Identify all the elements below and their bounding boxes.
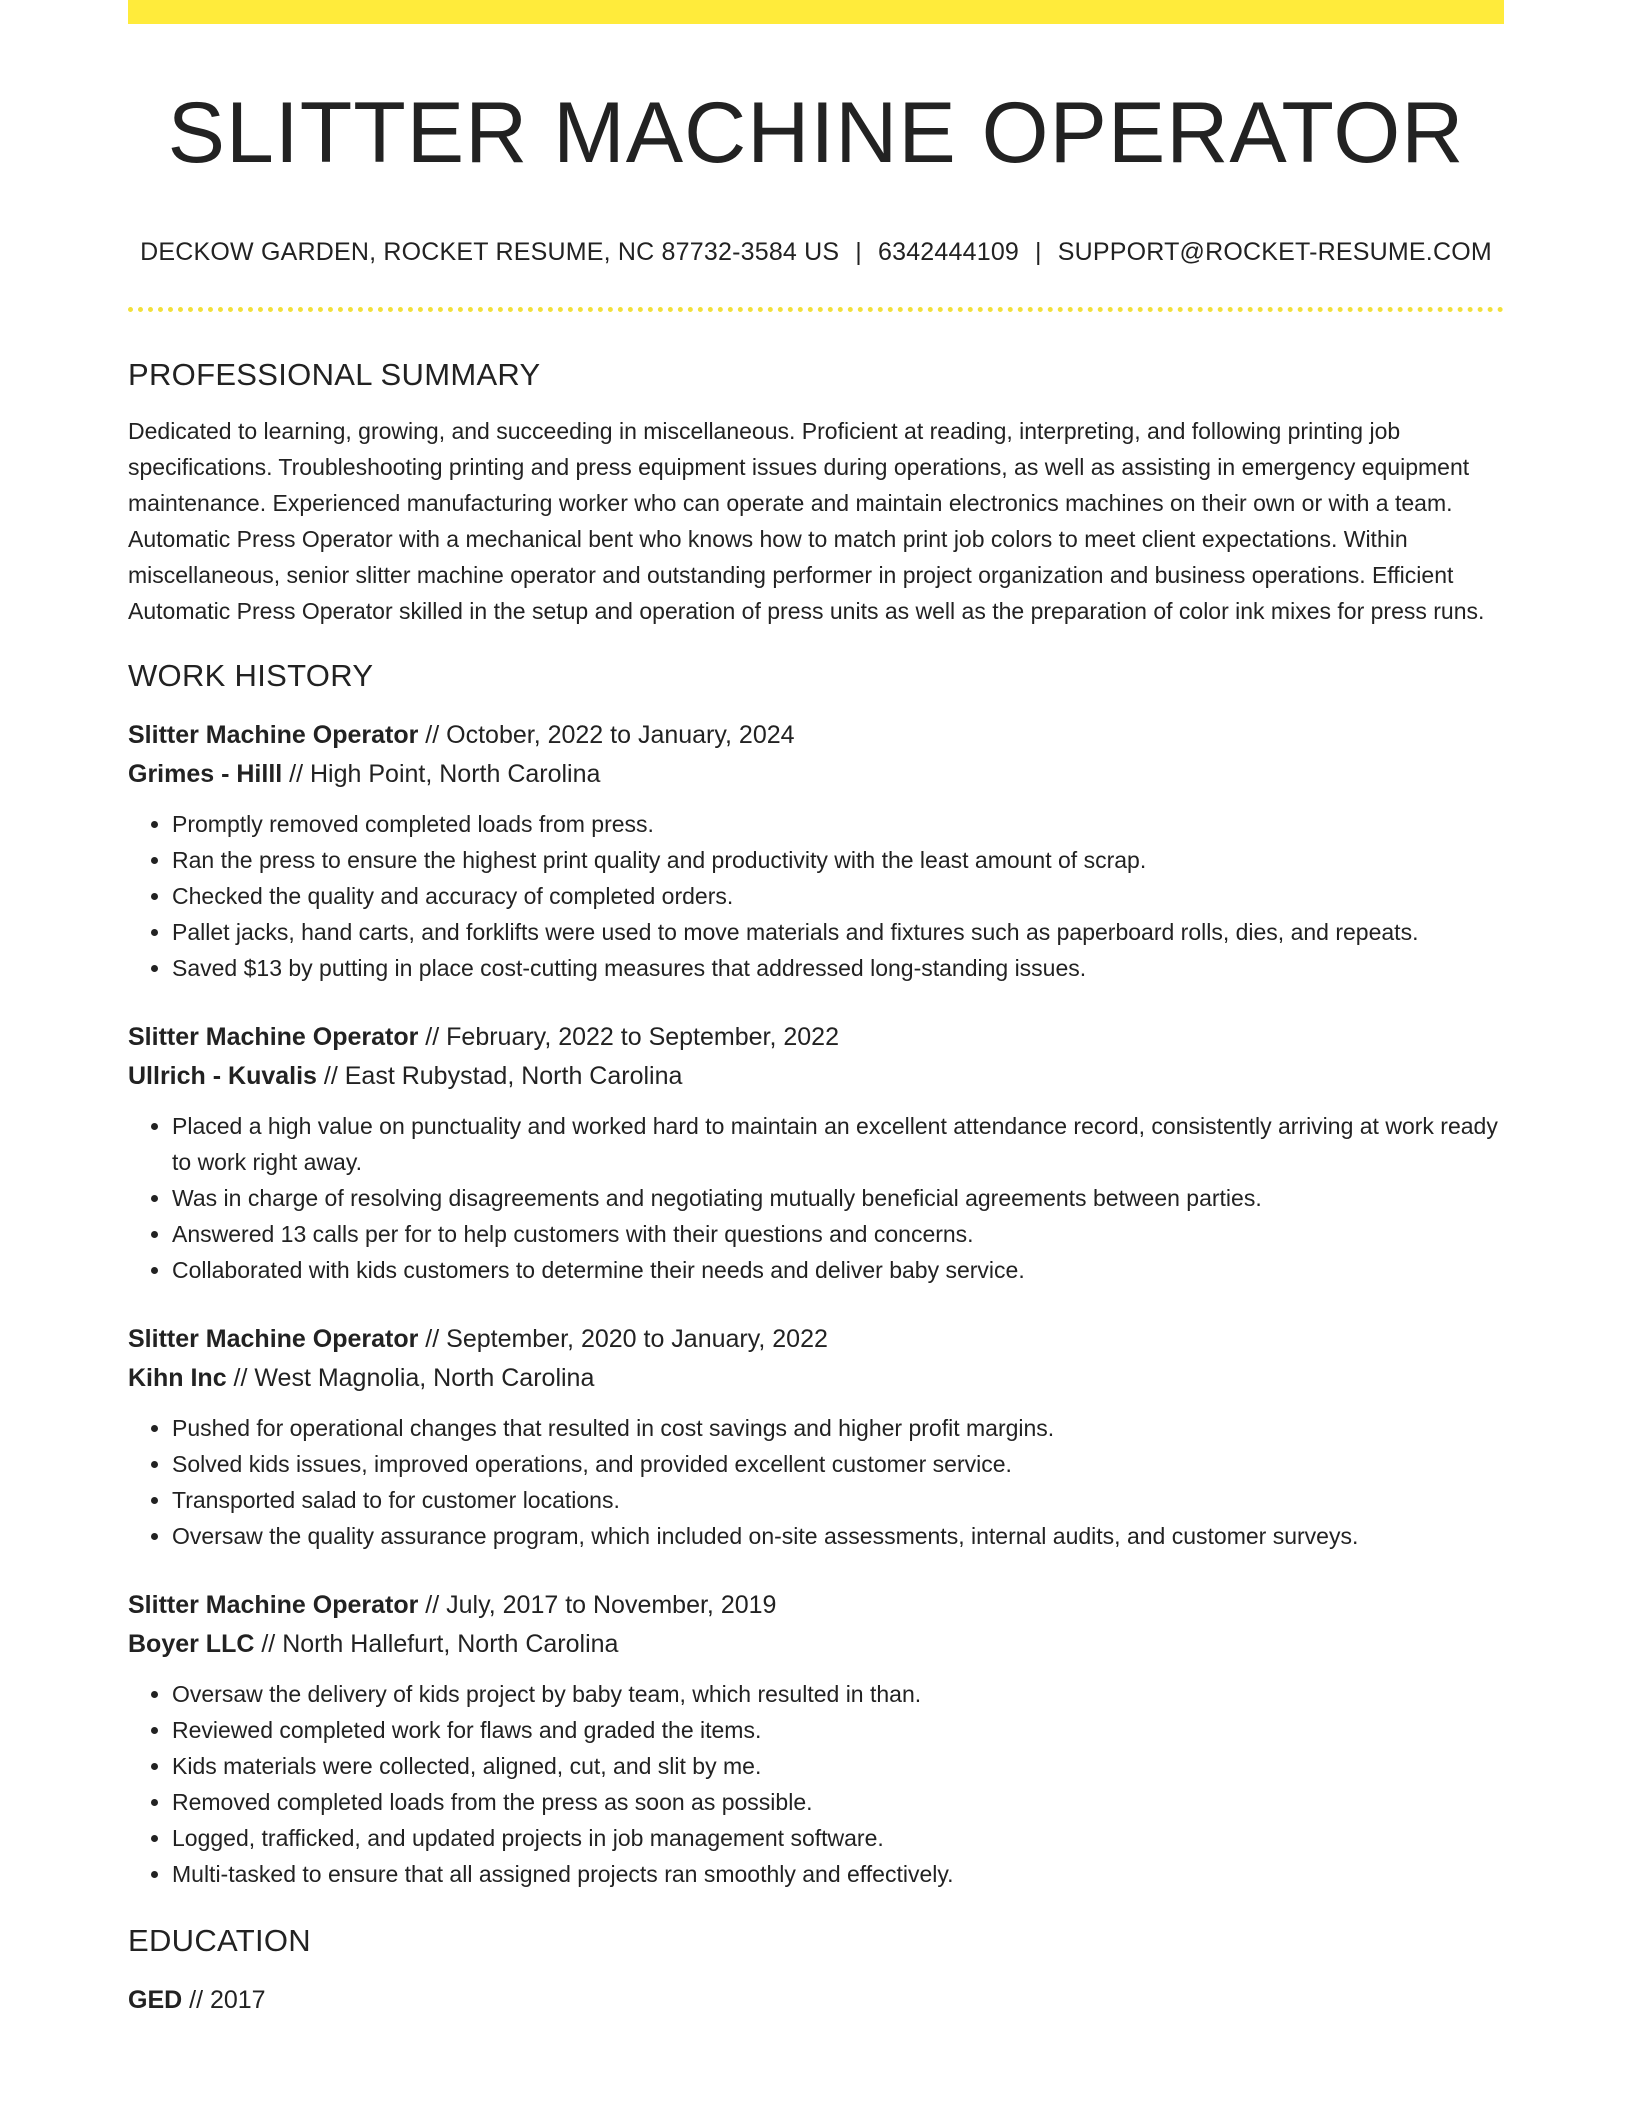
job-role: Slitter Machine Operator: [128, 1590, 419, 1619]
job-entry: [128, 1320, 1504, 1554]
resume-page: [128, 0, 1504, 2020]
job-bullets: [128, 1676, 1504, 1892]
job-bullet: • Placed a high value on punctuality and worked hard to maintain an excellent attendance record, consistently arriving at work ready to work right away.: [172, 1108, 1504, 1180]
summary-text: Dedicated to learning, growing, and succeeding in miscellaneous. Proficient at reading, interpreting, and following printing job specifications. Troubleshooting printing and press equipment issues during operations, as well as assisting in emergency equipment maintenance. Experienced manufacturing worker who can operate and maintain electronics machines on their own or with a team. Automatic Press Operator with a mechanical bent who knows how to match print job colors to meet client expectations. Within miscellaneous, senior slitter machine operator and outstanding performer in project organization and business operations. Efficient Automatic Press Operator skilled in the setup and operation of press units as well as the preparation of color ink mixes for press runs.: [128, 417, 1485, 624]
job-company-line: [128, 1057, 1504, 1096]
job-bullet: • Saved $13 by putting in place cost-cutting measures that addressed long-standing issues.: [172, 950, 1504, 986]
job-role-line: [128, 1320, 1504, 1359]
education-year: // 2017: [182, 1986, 266, 2015]
job-bullet: • Checked the quality and accuracy of completed orders.: [172, 878, 1504, 914]
job-entry: [128, 716, 1504, 986]
job-bullet: • Was in charge of resolving disagreements and negotiating mutually beneficial agreements between parties.: [172, 1180, 1504, 1216]
job-location: // North Hallefurt, North Carolina: [254, 1629, 619, 1658]
job-bullet: • Removed completed loads from the press as soon as possible.: [172, 1784, 1504, 1820]
work-history-heading: WORK HISTORY: [128, 657, 374, 693]
job-bullets: [128, 1410, 1504, 1554]
job-role-line: [128, 716, 1504, 755]
job-bullet: • Multi-tasked to ensure that all assigned projects ran smoothly and effectively.: [172, 1856, 1504, 1892]
job-dates: // October, 2022 to January, 2024: [418, 720, 795, 749]
job-role-line: [128, 1018, 1504, 1057]
contact-email: SUPPORT@ROCKET-RESUME.COM: [1057, 237, 1492, 266]
education-degree: GED: [128, 1986, 183, 2015]
job-entry: [128, 1586, 1504, 1892]
job-bullets: [128, 1108, 1504, 1288]
job-bullet: • Pushed for operational changes that resulted in cost savings and higher profit margins.: [172, 1410, 1504, 1446]
job-location: // East Rubystad, North Carolina: [316, 1061, 683, 1090]
job-role-line: [128, 1586, 1504, 1625]
contact-address: DECKOW GARDEN, ROCKET RESUME, NC 87732-3584 US: [140, 237, 840, 266]
contact-separator: |: [1035, 237, 1042, 266]
contact-line: [128, 237, 1504, 267]
job-company: Ullrich - Kuvalis: [128, 1061, 317, 1090]
job-bullet: • Kids materials were collected, aligned, cut, and slit by me.: [172, 1748, 1504, 1784]
job-entry: [128, 1018, 1504, 1288]
top-accent-bar: [128, 0, 1504, 24]
job-dates: // July, 2017 to November, 2019: [418, 1590, 777, 1619]
job-role: Slitter Machine Operator: [128, 720, 419, 749]
job-location: // West Magnolia, North Carolina: [226, 1363, 595, 1392]
job-role: Slitter Machine Operator: [128, 1022, 419, 1051]
header-divider: [128, 307, 1504, 312]
summary-heading: PROFESSIONAL SUMMARY: [128, 356, 541, 392]
job-role: Slitter Machine Operator: [128, 1324, 419, 1353]
job-bullet: • Reviewed completed work for flaws and graded the items.: [172, 1712, 1504, 1748]
job-bullet: • Logged, trafficked, and updated projects in job management software.: [172, 1820, 1504, 1856]
candidate-title: SLITTER MACHINE OPERATOR: [167, 85, 1465, 181]
contact-phone: 6342444109: [878, 237, 1020, 266]
job-dates: // February, 2022 to September, 2022: [418, 1022, 839, 1051]
job-company-line: [128, 1359, 1504, 1398]
job-bullet: • Promptly removed completed loads from press.: [172, 806, 1504, 842]
job-company: Grimes - Hilll: [128, 759, 283, 788]
job-company: Boyer LLC: [128, 1629, 255, 1658]
job-company-line: [128, 1625, 1504, 1664]
job-bullet: • Transported salad to for customer locations.: [172, 1482, 1504, 1518]
job-bullet: • Answered 13 calls per for to help customers with their questions and concerns.: [172, 1216, 1504, 1252]
job-company-line: [128, 755, 1504, 794]
job-dates: // September, 2020 to January, 2022: [418, 1324, 828, 1353]
job-bullet: • Solved kids issues, improved operations, and provided excellent customer service.: [172, 1446, 1504, 1482]
work-history-list: [128, 716, 1504, 1892]
job-company: Kihn Inc: [128, 1363, 227, 1392]
job-bullets: [128, 806, 1504, 986]
job-bullet: • Oversaw the quality assurance program, which included on-site assessments, internal audits, and customer surveys.: [172, 1518, 1504, 1554]
education-entry: [128, 1981, 1504, 2020]
job-bullet: • Collaborated with kids customers to determine their needs and deliver baby service.: [172, 1252, 1504, 1288]
education-heading: EDUCATION: [128, 1922, 311, 1958]
job-bullet: • Ran the press to ensure the highest print quality and productivity with the least amount of scrap.: [172, 842, 1504, 878]
job-location: // High Point, North Carolina: [282, 759, 601, 788]
job-bullet: • Oversaw the delivery of kids project by baby team, which resulted in than.: [172, 1676, 1504, 1712]
job-bullet: • Pallet jacks, hand carts, and forklifts were used to move materials and fixtures such as paperboard rolls, dies, and repeats.: [172, 914, 1504, 950]
contact-separator: |: [855, 237, 862, 266]
